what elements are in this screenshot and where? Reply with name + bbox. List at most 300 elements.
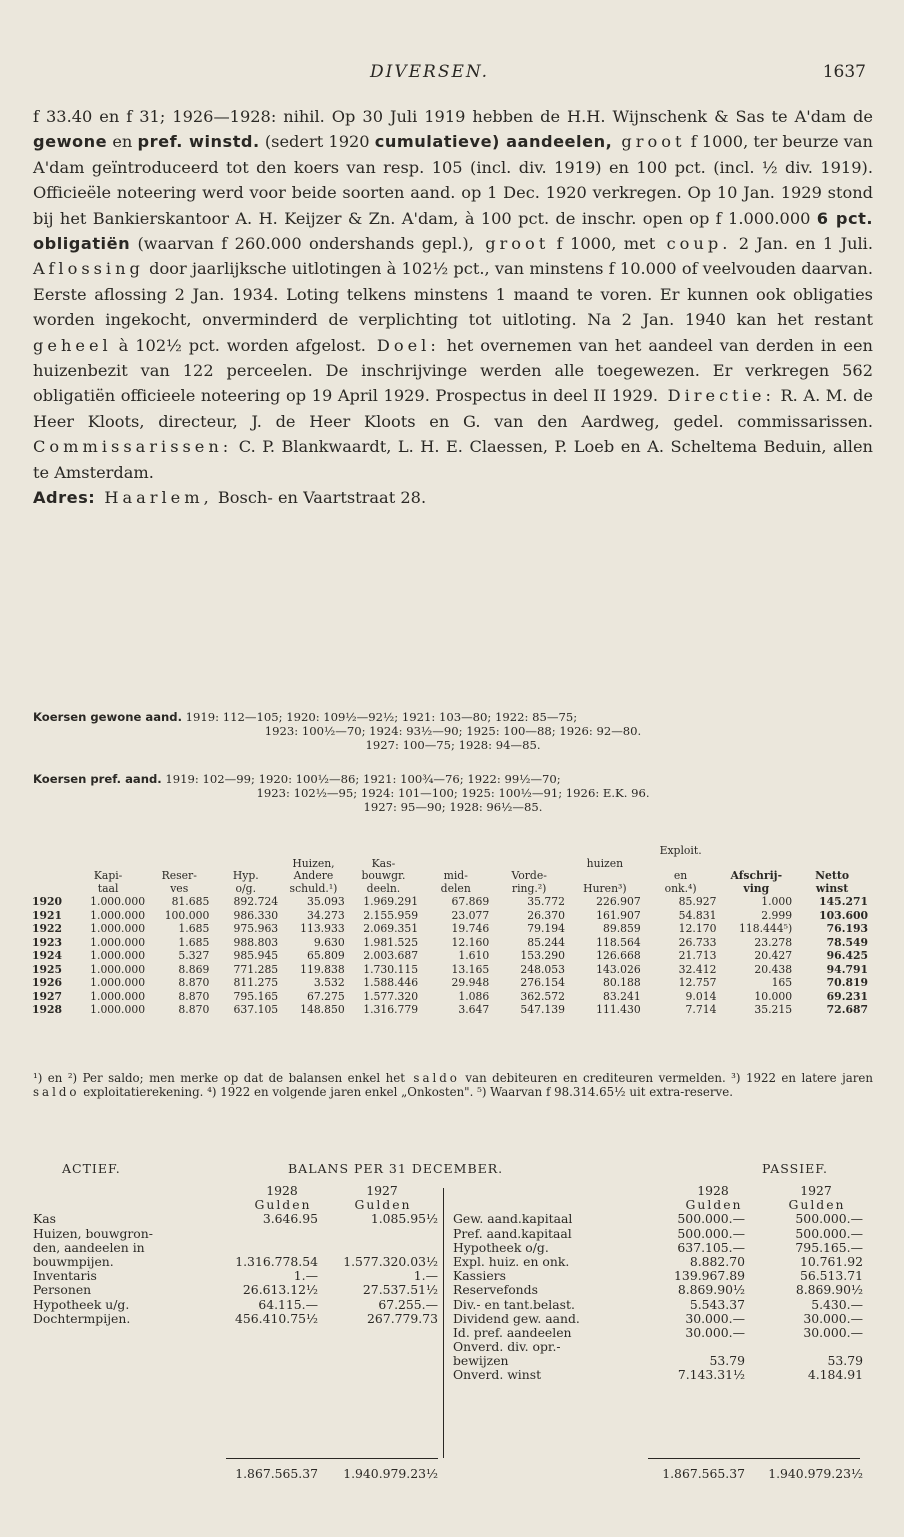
passief-label: Id. pref. aandeelen [453,1324,572,1340]
table-row [30,976,870,990]
value-1928: 500.000.— [677,1211,745,1227]
column-header: o/g. [235,881,256,895]
bold-term: pref. winstd. [137,132,260,152]
row-year: 1926 [32,976,63,990]
balance-row [448,1312,868,1326]
value-1927: 500.000.— [795,1225,863,1241]
table-cell: 1.969.291 [363,895,419,909]
year-2: 1927 [800,1183,832,1198]
text-run: f 1000, ter beurze van A'dam geïntroduceerd tot den koers van resp. 105 (incl. div. 1919) en 100 pct. (incl. ½ div. 1919). Officieële noteering werd voor beide soorten aand. op 1 Dec. 1920 verkregen. Op 10 Jan. 1929 stond bij het Bankierskantoor A. H. Keijzer & Zn. A'dam, à 100 pct. de inschr. open op f 1.000.000 [33,132,873,228]
table-cell: 83.241 [602,989,641,1003]
column-header: mid- [443,869,468,882]
table-cell: 362.572 [520,989,566,1003]
row-year: 1921 [32,908,63,922]
table-cell: 248.053 [520,962,566,976]
spaced-term: Commissarissen: [33,437,233,457]
value-1927: 10.761.92 [799,1253,863,1269]
table-cell: 8.870 [178,976,210,990]
passief-label: Dividend gew. aand. [453,1310,580,1326]
table-cell: 9.630 [313,935,345,949]
table-cell: 118.564 [596,935,641,949]
table-cell: 1.316.779 [363,1003,419,1017]
column-header: ring.²) [511,881,547,895]
balance-row [448,1241,868,1255]
table-cell: 1.000.000 [90,976,146,990]
value-1927: 795.165.— [795,1239,863,1255]
value-1928: 3.646.95 [262,1211,318,1227]
koersen-line: 1923: 102½—95; 1924: 101—100; 1925: 100½—91; 1926: E.K. 96. [256,786,650,800]
koersen-line: 1923: 100½—70; 1924: 93½—90; 1925: 100—88; 1926: 92—80. [264,724,642,738]
table-cell: 7.714 [685,1003,717,1017]
unit-label: Gulden [788,1197,846,1213]
balance-row [448,1326,868,1340]
table-cell: 26.733 [678,935,717,949]
table-cell: 547.139 [520,1003,566,1017]
column-header [567,870,643,883]
balance-row [0,1312,443,1326]
column-header: Huren³) [583,881,627,895]
table-cell: 145.271 [819,895,868,909]
actief-label: Hypotheek u/g. [33,1296,130,1312]
adres-label: Adres: [33,488,96,508]
text-run: C. P. Blankwaardt, L. H. E. Claessen, P. Loeb en A. Scheltema Beduin, allen te Amsterdam. [33,437,873,482]
table-cell: 3.647 [458,1003,490,1017]
spaced-term: Directie: [658,386,775,406]
table-cell: 126.668 [596,949,641,963]
table-cell: 35.772 [527,895,566,909]
table-cell: 1.000.000 [90,895,146,909]
text-run: Bosch- en Vaartstraat 28. [212,488,427,508]
spaced-term: saldo [33,1084,80,1099]
actief-label: ACTIEF. [62,1161,121,1176]
value-1928: 26.613.12½ [242,1282,318,1298]
spaced-term: Haarlem, [95,488,213,508]
table-cell: 23.278 [754,935,793,949]
balance-row [448,1340,868,1354]
table-cell: 637.105 [233,1003,279,1017]
balance-row [0,1212,443,1226]
table-cell: 892.724 [233,895,279,909]
column-header: Vorde- [511,869,547,882]
table-cell: 148.850 [300,1003,345,1017]
value-1928: 5.543.37 [689,1296,745,1312]
value-1927: 53.79 [827,1353,863,1369]
value-1927: 267.779.73 [367,1310,438,1326]
table-cell: 2.999 [761,908,793,922]
balance-row [0,1269,443,1283]
footnotes [33,1072,873,1099]
table-cell: 85.244 [527,935,566,949]
table-cell: 1.685 [178,935,210,949]
table-cell: 143.026 [596,962,641,976]
value-1927: 1.— [413,1268,438,1284]
column-header: deeln. [366,881,401,895]
column-header [280,845,347,858]
balance-row [0,1255,443,1269]
column-header [347,845,420,858]
unit-label: Gulden [685,1197,743,1213]
value-1927: 27.537.51½ [362,1282,438,1298]
table-row [30,949,870,963]
total-passief-1927: 1.940.979.23½ [768,1466,863,1481]
table-row [30,909,870,923]
koersen-line: 1919: 102—99; 1920: 100½—86; 1921: 100¾—76; 1922: 99½—70; [161,772,561,786]
koersen-gewone [33,710,873,752]
spaced-term: geheel [33,335,112,355]
value-1927: 1.577.320.03½ [343,1253,438,1269]
table-cell: 65.809 [306,949,345,963]
table-row [30,895,870,909]
column-header [567,845,643,858]
text-run: 2 Jan. en 1 Juli. [731,234,873,254]
unit-label: Gulden [254,1197,312,1213]
table-cell: 771.285 [233,962,279,976]
column-header: schuld.¹) [289,881,338,895]
koersen-line: 1927: 95—90; 1928: 96½—85. [363,800,543,814]
table-header-row [30,845,870,858]
table-cell: 85.927 [678,895,717,909]
value-1927: 5.430.— [811,1296,863,1312]
year-2: 1927 [366,1183,398,1198]
table-cell: 70.819 [826,976,868,990]
column-header [30,883,69,896]
value-1927: 500.000.— [795,1211,863,1227]
column-header: Hyp. [232,869,259,882]
table-row [30,1003,870,1017]
table-cell: 1.000.000 [90,935,146,949]
value-1928: 7.143.31½ [677,1367,745,1383]
table-cell: 20.438 [754,962,793,976]
table-cell: 79.194 [527,922,566,936]
koersen-line: 1927: 100—75; 1928: 94—85. [365,738,541,752]
column-header [491,845,567,858]
value-1928: 139.967.89 [674,1268,745,1284]
total-passief-1928: 1.867.565.37 [662,1466,745,1481]
table-cell: 8.869 [178,962,210,976]
table-cell: 1.086 [458,989,490,1003]
table-cell: 1.000 [761,895,793,909]
table-cell: 69.231 [826,989,868,1003]
actief-label: Personen [33,1282,92,1298]
passief-label: Gew. aand.kapitaal [453,1211,573,1227]
column-header [30,858,69,871]
table-cell: 10.000 [754,989,793,1003]
value-1928: 637.105.— [677,1239,745,1255]
table-header-row [30,870,870,883]
table-cell: 78.549 [826,935,868,949]
balance-passief [448,1184,868,1383]
text-run: (waarvan f 260.000 ondershands gepl.), [130,234,474,254]
row-year: 1922 [32,922,63,936]
actief-label: Kas [33,1211,57,1227]
table-cell: 1.981.525 [363,935,419,949]
table-cell: 96.425 [826,949,868,963]
row-year: 1925 [32,962,63,976]
table-cell: 3.532 [313,976,345,990]
column-header: Afschrij- [730,869,783,882]
table-cell: 80.188 [602,976,641,990]
table-cell: 2.003.687 [363,949,419,963]
table-cell: 1.000.000 [90,989,146,1003]
column-header: Exploit. [659,844,702,857]
text-run: R. A. M. de Heer Kloots, directeur, J. de Heer Kloots en G. van den Aardweg, gedel. commissarissen. [33,386,874,431]
table-cell: 226.907 [596,895,641,909]
column-header [211,845,280,858]
footnote-text: van debiteuren en crediteuren vermelden. ³) 1922 en latere jaren [459,1071,873,1085]
balance-actief [0,1184,443,1326]
table-cell: 8.870 [178,1003,210,1017]
table-header-row [30,883,870,896]
text-run: (sedert 1920 [259,132,375,152]
table-cell: 118.444⁵) [738,922,793,936]
column-header: delen [440,881,471,895]
value-1928: 456.410.75½ [235,1310,318,1326]
value-1928: 30.000.— [685,1324,745,1340]
table-cell: 111.430 [596,1003,641,1017]
row-year: 1927 [32,989,63,1003]
table-cell: 12.160 [451,935,490,949]
balance-row [448,1212,868,1226]
value-1928: 30.000.— [685,1310,745,1326]
passief-label: Onverd. winst [453,1367,542,1383]
value-1928: 8.869.90½ [677,1282,745,1298]
bold-term: gewone [33,132,108,152]
year-1: 1928 [266,1183,298,1198]
company-description [33,104,873,511]
text-run: f 1000, met [549,234,656,254]
value-1928: 53.79 [709,1353,745,1369]
table-cell: 81.685 [171,895,210,909]
table-cell: 67.275 [306,989,345,1003]
balance-header [0,1161,904,1179]
text-run: à 102½ pct. worden afgelost. [111,335,366,355]
value-1927: 8.869.90½ [795,1282,863,1298]
table-cell: 32.412 [678,962,717,976]
actief-label: bouwmpijen. [33,1253,114,1269]
balance-row [0,1283,443,1297]
balance-divider [443,1188,444,1458]
koersen-pref [33,772,873,814]
actief-label: Huizen, bouwgron- [33,1225,153,1241]
value-1927: 30.000.— [803,1324,863,1340]
balance-row [0,1227,443,1241]
bold-term: 6 pct. obligatiën [33,208,873,254]
table-cell: 19.746 [451,922,490,936]
balance-row [0,1241,443,1255]
column-header [147,845,211,858]
table-cell: 276.154 [520,976,566,990]
passief-label: Pref. aand.kapitaal [453,1225,572,1241]
table-cell: 1.000.000 [90,949,146,963]
page-header [0,62,904,88]
table-cell: 54.831 [678,908,717,922]
table-cell: 1.730.115 [363,962,419,976]
balance-row [0,1298,443,1312]
total-actief-1928: 1.867.565.37 [235,1466,318,1481]
table-cell: 1.685 [178,922,210,936]
spaced-term: groot [612,132,686,152]
column-header [420,845,491,858]
column-header [794,845,870,858]
table-cell: 35.093 [306,895,345,909]
column-header: Kapi- [93,869,123,882]
text-run: en [107,132,138,152]
table-cell: 23.077 [451,908,490,922]
table-cell: 67.869 [451,895,490,909]
table-cell: 795.165 [233,989,279,1003]
koersen-line: 1919: 112—105; 1920: 109½—92½; 1921: 103—80; 1922: 85—75; [181,710,578,724]
value-1928: 8.882.70 [689,1253,745,1269]
table-cell: 165 [771,976,793,990]
table-cell: 113.933 [300,922,345,936]
table-cell: 1.588.446 [363,976,419,990]
balance-row [448,1354,868,1368]
koersen-label: Koersen gewone aand. [33,710,182,724]
table-cell: 20.427 [754,949,793,963]
passief-label: Onverd. div. opr.- [453,1339,561,1355]
total-rule [226,1458,438,1459]
column-header [30,870,69,883]
value-1927: 1.085.95½ [370,1211,438,1227]
table-cell: 161.907 [596,908,641,922]
footnote-text: ¹) en ²) Per saldo; men merke op dat de balansen enkel het [33,1071,405,1085]
table-cell: 12.170 [678,922,717,936]
table-cell: 9.014 [685,989,717,1003]
section-title: DIVERSEN. [370,62,490,82]
value-1928: 64.115.— [258,1296,318,1312]
column-header: Netto [815,869,850,882]
table-row [30,936,870,950]
column-header [69,845,147,858]
value-1927: 56.513.71 [799,1268,863,1284]
passief-label: Expl. huiz. en onk. [453,1253,570,1269]
column-header: bouwgr. [361,869,406,882]
passief-label: Div.- en tant.belast. [453,1296,575,1312]
text-run: door jaarlijksche uitlotingen à 102½ pct., van minstens f 10.000 of veelvouden daarvan. Eerste aflossing 2 Jan. 1934. Loting telkens minstens 1 maand te voren. Er kunnen ook obligaties worden ingekocht, onverminderd de verplichting tot uitloting. Na 2 Jan. 1940 kan het restant [33,259,873,330]
value-1927: 4.184.91 [807,1367,863,1383]
value-1928: 1.316.778.54 [235,1253,318,1269]
column-header: Kas- [371,856,396,870]
column-header: onk.⁴) [664,881,697,895]
total-actief-1927: 1.940.979.23½ [343,1466,438,1481]
balance-row [448,1269,868,1283]
table-cell: 89.859 [602,922,641,936]
table-cell: 119.838 [300,962,345,976]
actief-label: Inventaris [33,1268,97,1284]
value-1927: 67.255.— [378,1296,438,1312]
table-cell: 985.945 [233,949,279,963]
column-header: Reser- [161,869,197,882]
spaced-term: saldo [404,1071,460,1085]
balance-row [448,1298,868,1312]
footnote-text: exploitatierekening. ⁴) 1922 en volgende jaren enkel „Onkosten". ⁵) Waarvan f 98.314.65½ uit extra-reserve. [79,1084,733,1099]
table-cell: 1.000.000 [90,962,146,976]
table-cell: 13.165 [451,962,490,976]
passief-label: PASSIEF. [762,1161,828,1176]
value-1928: 1.— [293,1268,318,1284]
column-header: Huizen, [292,856,335,870]
column-header: winst [815,881,849,895]
table-cell: 100.000 [164,908,210,922]
table-cell: 1.000.000 [90,908,146,922]
spaced-term: Aflossing [33,259,144,279]
table-cell: 103.600 [819,908,868,922]
total-rule [648,1458,860,1459]
actief-label: Dochtermpijen. [33,1310,131,1326]
row-year: 1928 [32,1003,63,1017]
financial-table [30,845,870,1017]
column-header: ving [743,881,770,895]
table-cell: 35.215 [754,1003,793,1017]
value-1928: 500.000.— [677,1225,745,1241]
passief-label: Reservefonds [453,1282,538,1298]
column-header [718,845,794,858]
table-cell: 2.155.959 [363,908,419,922]
spaced-term: coup. [655,234,732,254]
table-cell: 811.275 [233,976,279,990]
row-year: 1924 [32,949,63,963]
column-header: en [673,869,688,882]
table-row [30,963,870,977]
unit-label: Gulden [354,1197,412,1213]
column-header: ves [170,881,189,895]
balance-row [448,1227,868,1241]
table-cell: 986.330 [233,908,279,922]
column-header: huizen [586,856,624,870]
table-cell: 8.870 [178,989,210,1003]
column-header: taal [97,881,119,895]
actief-label: den, aandeelen in [33,1239,145,1255]
table-cell: 26.370 [527,908,566,922]
balance-title: BALANS PER 31 DECEMBER. [288,1161,504,1176]
table-row [30,922,870,936]
table-cell: 1.000.000 [90,922,146,936]
table-cell: 76.193 [826,922,868,936]
passief-label: bewijzen [453,1353,509,1369]
balance-row [448,1368,868,1382]
table-row [30,990,870,1004]
table-cell: 21.713 [678,949,717,963]
bold-term: cumulatieve) aandeelen, [374,132,613,152]
passief-label: Kassiers [453,1268,506,1284]
column-header: Andere [293,869,334,882]
balance-row [448,1255,868,1269]
table-cell: 1.577.320 [363,989,419,1003]
passief-label: Hypotheek o/g. [453,1239,549,1255]
table-cell: 2.069.351 [363,922,419,936]
value-1927: 30.000.— [803,1310,863,1326]
table-cell: 34.273 [306,908,345,922]
table-cell: 988.803 [233,935,279,949]
year-1: 1928 [697,1183,729,1198]
table-cell: 1.000.000 [90,1003,146,1017]
table-cell: 29.948 [451,976,490,990]
text-run: f 33.40 en f 31; 1926—1928: nihil. Op 30 Juli 1919 hebben de H.H. Wijnschenk & Sas te A'dam de [33,107,873,126]
table-cell: 153.290 [520,949,566,963]
text-run: het overnemen van het aandeel van derden in een huizenbezit van 122 perceelen. De inschrijvinge werden alle toegewezen. Er verkregen 562 obligatiën officieele noteering op 19 April 1929. Prospectus in deel II 1929. [33,335,873,406]
table-cell: 975.963 [233,922,279,936]
column-header [30,845,69,858]
page-number: 1637 [822,62,866,82]
row-year: 1923 [32,935,63,949]
table-cell: 94.791 [826,962,868,976]
koersen-label: Koersen pref. aand. [33,772,162,786]
table-cell: 1.610 [458,949,490,963]
balance-row [448,1283,868,1297]
table-cell: 12.757 [678,976,717,990]
spaced-term: groot [473,234,550,254]
table-cell: 5.327 [178,949,210,963]
